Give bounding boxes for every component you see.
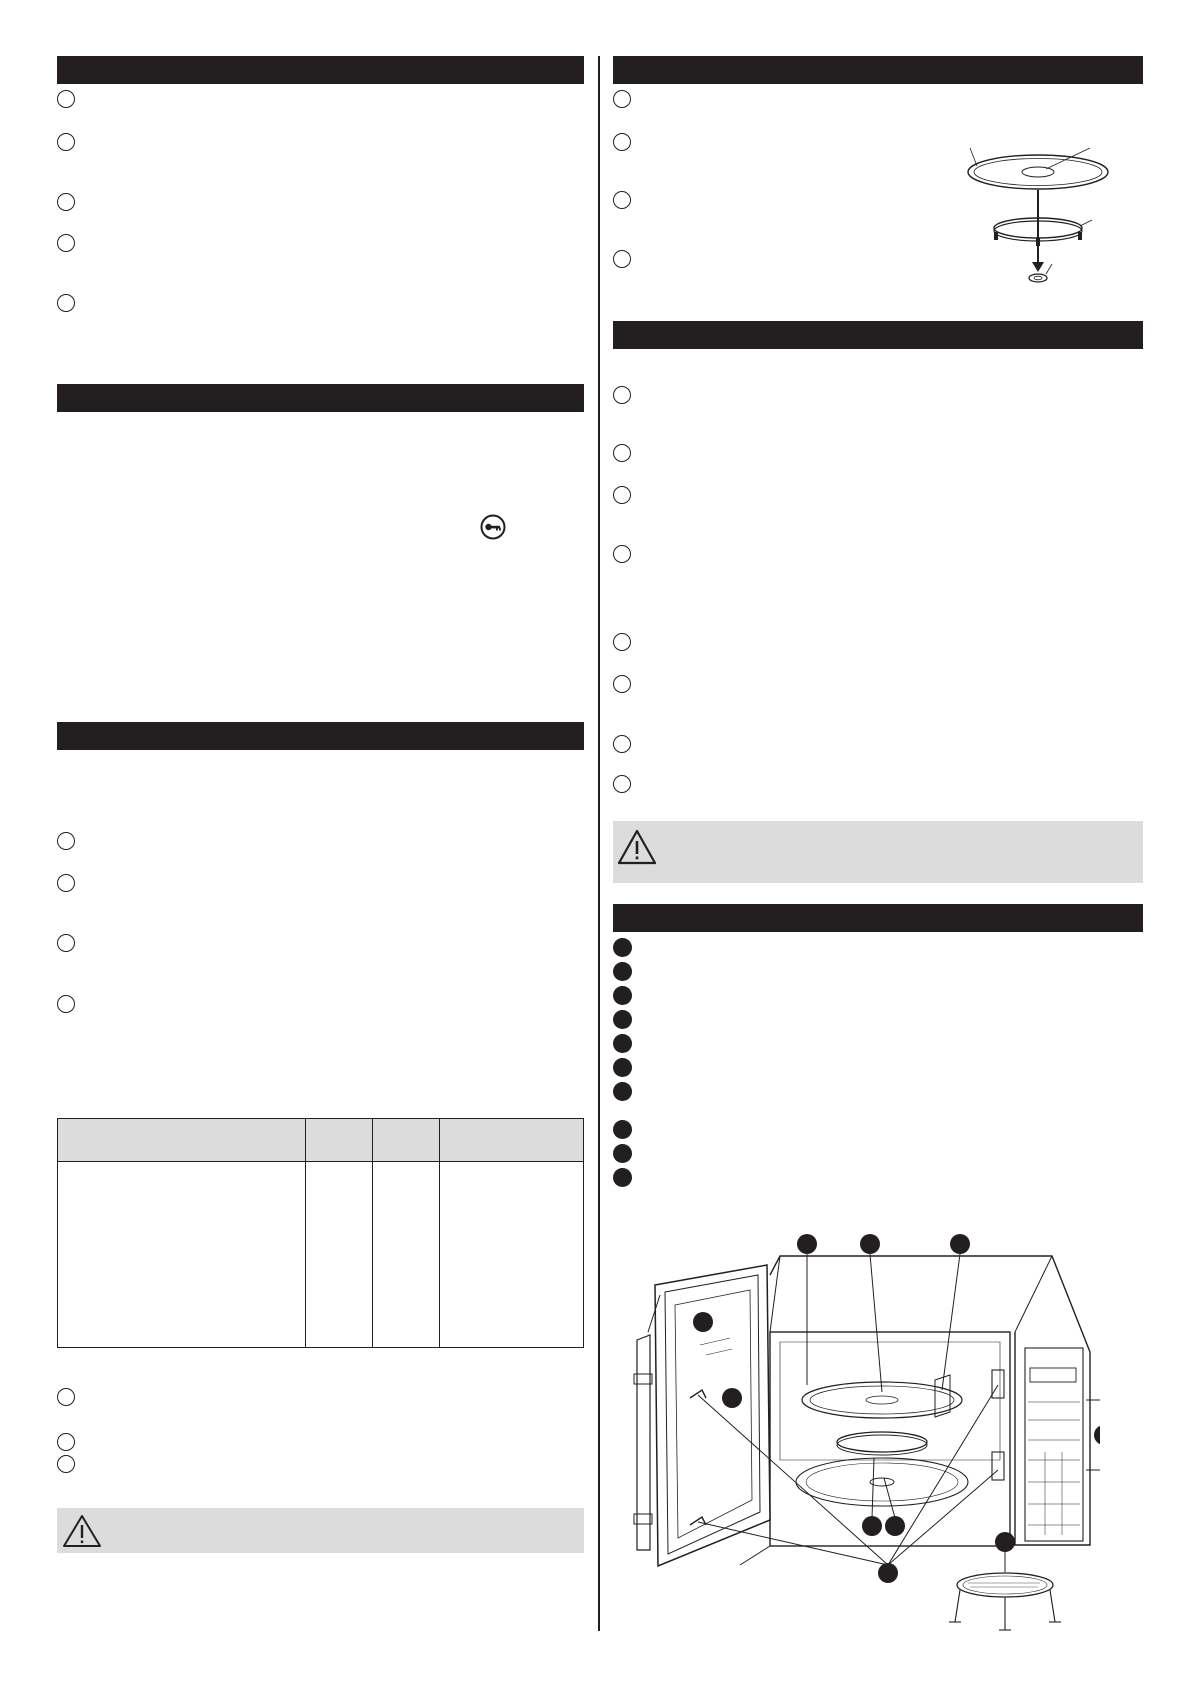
part-number-marker [613, 1168, 632, 1187]
step-marker [613, 775, 631, 793]
step-marker [57, 133, 75, 151]
step-marker [57, 874, 75, 892]
section-header-bar-4 [613, 56, 1143, 84]
step-marker [613, 386, 631, 404]
section-header-bar-1 [57, 56, 584, 84]
part-number-marker [613, 1144, 632, 1163]
step-marker [613, 444, 631, 462]
section-header-bar-3 [57, 722, 584, 750]
step-marker [613, 191, 631, 209]
part-number-marker [613, 1034, 632, 1053]
step-marker [57, 1388, 75, 1406]
table-column-divider [439, 1119, 440, 1347]
section-header-bar-5 [613, 321, 1143, 349]
part-number-marker [613, 1058, 632, 1077]
step-marker [57, 1433, 75, 1451]
section-header-bar-2 [57, 384, 584, 412]
warning-box-right [613, 821, 1143, 883]
step-marker [57, 234, 75, 252]
step-marker [613, 486, 631, 504]
step-marker [613, 545, 631, 563]
part-number-marker [613, 962, 632, 981]
table-header-row [58, 1119, 583, 1162]
step-marker [57, 294, 75, 312]
section-header-bar-6 [613, 904, 1143, 932]
table-column-divider [305, 1119, 306, 1347]
warning-triangle-icon [62, 1514, 102, 1548]
step-marker [613, 133, 631, 151]
turntable-assembly-illustration [960, 140, 1120, 300]
part-number-marker [613, 1120, 632, 1139]
step-marker [57, 193, 75, 211]
step-marker [613, 633, 631, 651]
part-number-marker [613, 1010, 632, 1029]
column-divider [598, 56, 600, 1631]
step-marker [613, 735, 631, 753]
warning-box-left [57, 1508, 584, 1553]
key-lock-icon [480, 514, 506, 540]
step-marker [57, 1455, 75, 1473]
step-marker [57, 995, 75, 1013]
part-number-marker [613, 986, 632, 1005]
part-number-marker [613, 938, 632, 957]
step-marker [613, 675, 631, 693]
step-marker [613, 250, 631, 268]
step-marker [57, 934, 75, 952]
step-marker [57, 832, 75, 850]
warning-triangle-icon [617, 829, 657, 865]
table-column-divider [372, 1119, 373, 1347]
step-marker [613, 90, 631, 108]
part-number-marker [613, 1082, 632, 1101]
microwave-oven-illustration [620, 1220, 1100, 1640]
step-marker [57, 90, 75, 108]
cookware-table [57, 1118, 584, 1348]
